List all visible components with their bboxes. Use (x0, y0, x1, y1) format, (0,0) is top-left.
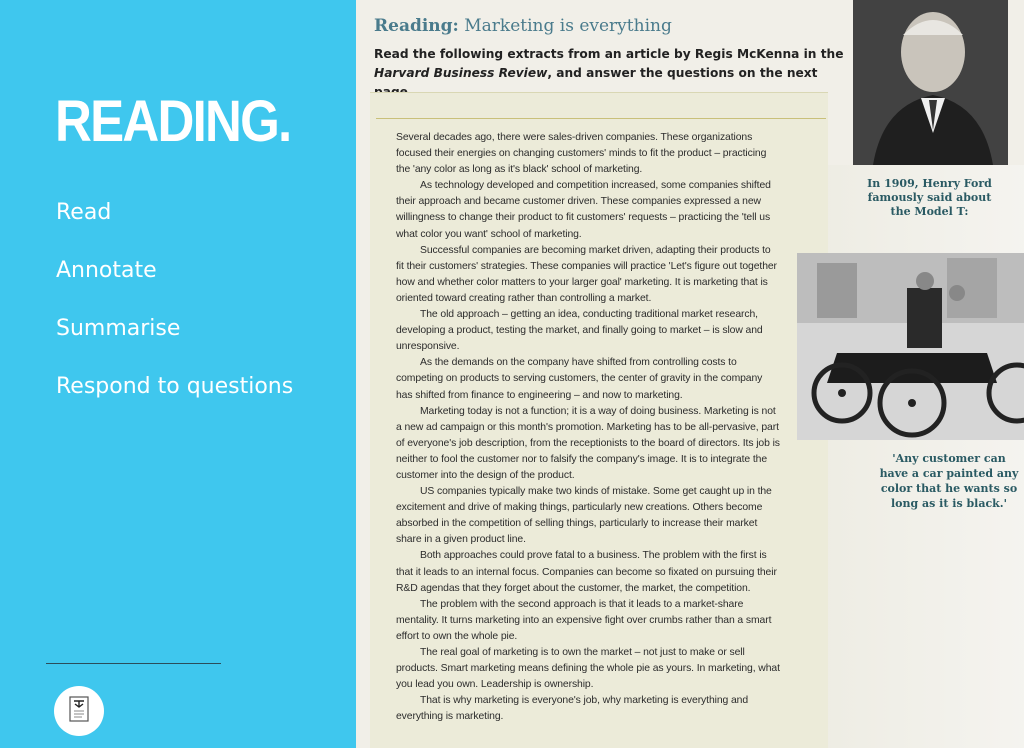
heading-label: Reading: (374, 16, 459, 36)
article-paragraph: Marketing today is not a function; it is a way of doing business. Marketing is not a new ad campaign or this month's promotion. Marketing has to be all-pervasive, part of everyone's job description, from the receptionists to the board of directors. Its job is neither to fool the customer nor to falsify the company's image. It is to integrate the customer into the design of the product. (396, 405, 780, 481)
document-icon (68, 696, 90, 727)
divider (46, 663, 221, 664)
intro-text-end: , and answer the questions on the next (547, 66, 818, 80)
article-paragraph: That is why marketing is everyone's job, why marketing is everything and everything is marketing. (396, 695, 749, 723)
sidebar (0, 0, 356, 748)
reading-heading (374, 16, 844, 36)
article-paragraph: As the demands on the company have shifted from controlling costs to competing on products to serving customers, the center of gravity in the company has shifted from finance to engineering – and now to marketing. (396, 357, 763, 401)
article-paragraph: Both approaches could prove fatal to a business. The problem with the first is that it leads to an internal focus. Companies can become so fixated on pursuing their R&D agendas that they forget about the customer, the market, the competition. (396, 550, 777, 594)
document-button[interactable] (54, 686, 104, 736)
step-respond[interactable]: Respond to questions (56, 374, 294, 399)
article-paragraph: The old approach – getting an idea, conducting traditional market research, developing a product, testing the market, and finally going to market – is slow and unresponsive. (396, 309, 763, 353)
intro-source: Harvard Business Review (374, 66, 548, 80)
step-summarise[interactable]: Summarise (56, 316, 181, 341)
photo-caption: In 1909, Henry Ford famously said about the Model T: (867, 177, 992, 218)
step-annotate[interactable]: Annotate (56, 258, 157, 283)
slide-title: READING. (55, 89, 291, 154)
article-paragraph: Successful companies are becoming market driven, adapting their products to fit their customers' strategies. These companies will practice 'Let's figure out together how and whether color matters to your larger goal' marketing. It is marketing that is oriented toward creating rather than controlling a market. (396, 244, 777, 304)
article-paragraph: As technology developed and competition increased, some companies shifted their approach and became customer driven. These companies expressed a new willingness to change their product to fit customers' requests – practicing the 'tell us what color you want' school of marketing. (396, 180, 771, 240)
page-header (374, 16, 844, 102)
article-paragraph: Several decades ago, there were sales-driven companies. These organizations focused their energies on changing customers' minds to fit the product – practicing the 'any color as long as it's black' school of marketing. (396, 132, 767, 176)
article-rule (376, 118, 826, 119)
model-t-photo (797, 253, 1024, 440)
step-read[interactable]: Read (56, 200, 112, 225)
intro-text: Read the following extracts from an article by Regis McKenna in the (374, 47, 844, 61)
article-paragraph: The problem with the second approach is that it leads to a market-share mentality. It turns marketing into an expensive fight over crumbs rather than a smart effort to own the whole pie. (396, 598, 772, 642)
article-text (396, 130, 781, 725)
ford-quote: 'Any customer can have a car painted any color that he wants so long as it is black.' (879, 452, 1019, 510)
article-paragraph: The real goal of marketing is to own the market – not just to make or sell products. Smart marketing means defining the whole pie as yours. In marketing, what you lead you own. Leadership is ownership. (396, 647, 780, 691)
article-paragraph: US companies typically make two kinds of mistake. Some get caught up in the excitement and drive of making things, particularly new creations. Others become absorbed in the competition of selling things, particularly to increase their market share in a given product line. (396, 486, 772, 546)
henry-ford-photo (853, 0, 1008, 165)
heading-text: Marketing is everything (458, 16, 672, 36)
textbook-page (356, 0, 1024, 748)
